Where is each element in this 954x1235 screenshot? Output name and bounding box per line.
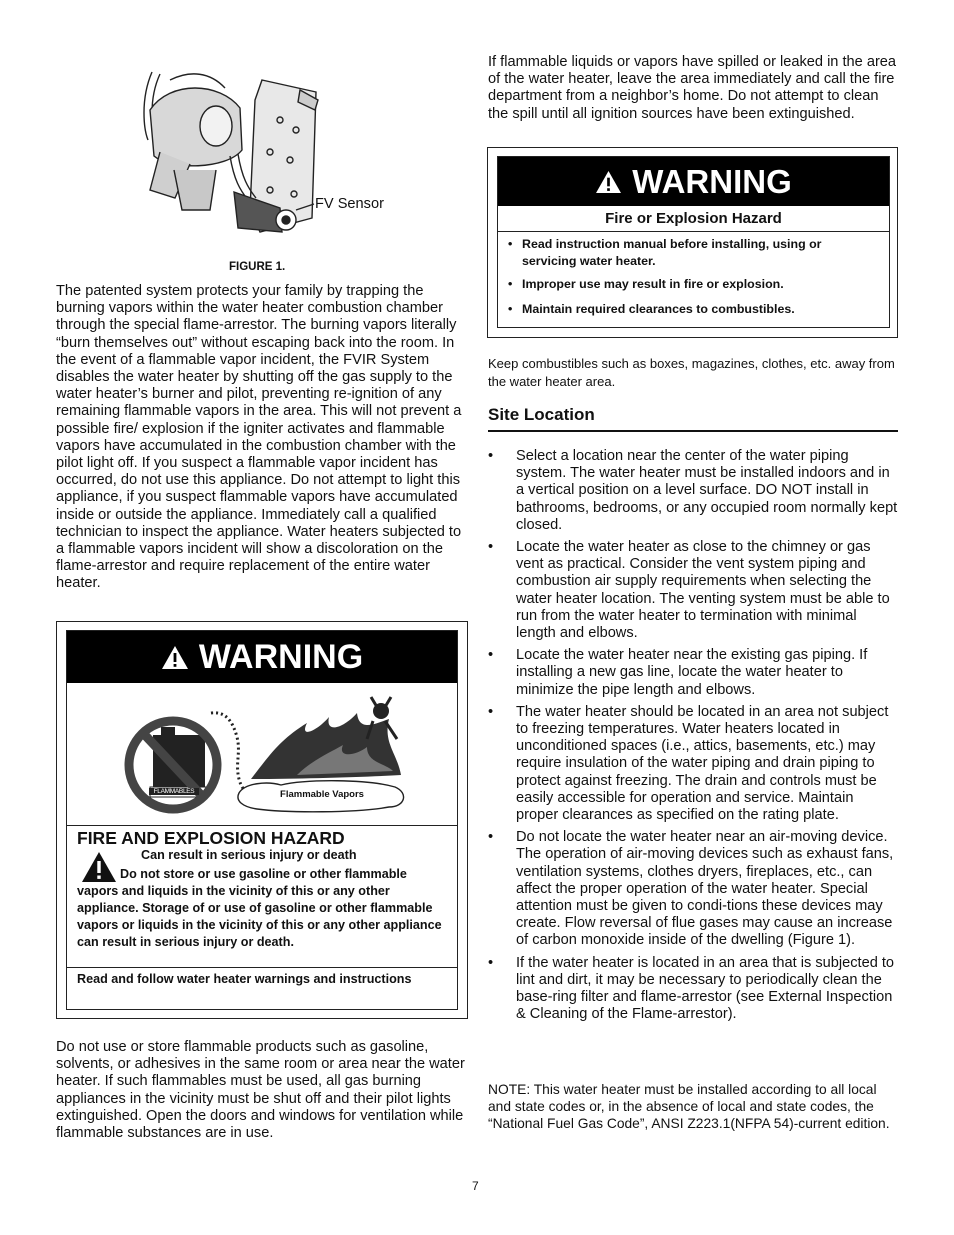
fire-warning-inner bbox=[497, 156, 890, 328]
vapors-label: Flammable Vapors bbox=[280, 789, 364, 800]
fire-warning-title: WARNING bbox=[632, 162, 792, 200]
hazard-body-text: Do not store or use gasoline or other flammable vapors and liquids in the vicinity of this or any other appliance. Storage of or use of gasoline or other flammable vapors or liquids in the vicinity of this or any other appliance can result in serious injury or death. bbox=[77, 867, 442, 950]
storage-paragraph: Do not use or store flammable products such as gasoline, solvents, or adhesives in the same room or area near the water heater. If such flammables must be used, all gas burning appliances in the vicinity must be shut off and their pilot lights extinguished. Open the doors and windows for ventilation while flammable substances are in use. bbox=[56, 1039, 465, 1142]
hazard-body bbox=[77, 866, 451, 951]
warning-banner bbox=[67, 631, 457, 683]
hazard-subhead: Can result in serious injury or death bbox=[141, 848, 357, 862]
site-item: • Do not locate the water heater near an air-moving device. The operation of air-moving devices such as exhaust fans, ventilation systems, clothes dryers, fireplaces, etc., can affect the proper operation of the water heater. Special attention must be given to condi-tions these devices may create. Flow reversal of flue gases may cause an increase of carbon monoxide inside of the dwelling (Figure 1). bbox=[488, 829, 898, 949]
warning-title: WARNING bbox=[198, 637, 364, 676]
site-location-heading: Site Location bbox=[488, 405, 595, 424]
fire-warning-bullets bbox=[498, 232, 889, 318]
fv-sensor-label: FV Sensor bbox=[315, 196, 384, 212]
no-flammables-icon bbox=[67, 683, 467, 825]
codes-note: NOTE: This water heater must be installed according to all local and state codes or, in the absence of local and state codes, the “National Fuel Gas Code”, ANSI Z223.1(NFPA 54)-current edition. bbox=[488, 1082, 890, 1132]
combustibles-note: Keep combustibles such as boxes, magazines, clothes, etc. away from the water heater area. bbox=[488, 356, 895, 389]
hazard-title: FIRE AND EXPLOSION HAZARD bbox=[77, 828, 345, 848]
fire-warning-bullet: • Improper use may result in fire or explosion. bbox=[508, 276, 879, 293]
fire-warning-box bbox=[487, 147, 898, 338]
fire-warning-bullet: • Read instruction manual before installing, using or servicing water heater. bbox=[508, 236, 879, 270]
site-item: • If the water heater is located in an area that is subjected to lint and dirt, it may be necessary to periodically clean the base-ring filter and flame-arrestor (see External Inspection & Cleaning of the Flame-arrestor). bbox=[488, 955, 898, 1024]
page-number: 7 bbox=[472, 1179, 479, 1193]
fire-warning-bullet: • Maintain required clearances to combustibles. bbox=[508, 301, 879, 318]
hazard-pictogram bbox=[67, 683, 457, 826]
site-item: • Locate the water heater near the existing gas piping. If installing a new gas line, locate the water heater to minimize the pipe length and elbows. bbox=[488, 647, 898, 699]
fvir-description: The patented system protects your family by trapping the burning vapors within the water heater combustion chamber through the special flame-arrestor. The burning vapors literally “burn themselves out” without escaping back into the room. In the event of a flammable vapor incident, the FVIR System disables the water heater by shutting off the gas supply to the water heater’s burner and pilot, preventing re-ignition of any remaining flammable vapors in the area. This will not prevent a possible fire/ explosion if the igniter activates and flammable vapors have accumulated in the combustion chamber with the pilot light off. If you suspect a flammable vapor incident has occurred, do not use this appliance. Do not attempt to light this appliance, if you suspect flammable vapors have accumulated inside or outside the appliance. Immediately call a qualified technician to inspect the appliance. Water heaters subjected to a flammable vapors incident will show a discoloration on the flame-arrestor and require replacement of the entire water heater. bbox=[56, 283, 462, 592]
fv-sensor-illustration bbox=[130, 60, 330, 250]
figure-1 bbox=[130, 60, 420, 260]
warning-triangle-icon bbox=[161, 645, 189, 670]
warning-footer: Read and follow water heater warnings and instructions bbox=[77, 972, 412, 986]
flammables-warning-box bbox=[56, 621, 468, 1019]
fire-hazard-label: Fire or Explosion Hazard bbox=[498, 206, 889, 232]
spill-paragraph: If flammable liquids or vapors have spilled or leaked in the area of the water heater, leave the area immediately and call the fire department from a neighbor’s home. Do not attempt to clean the spill until all ignition sources have been extinguished. bbox=[488, 54, 897, 122]
hazard-text-block bbox=[67, 826, 457, 968]
figure-caption: FIGURE 1. bbox=[229, 261, 286, 273]
site-item: • Locate the water heater as close to the chimney or gas vent as practical. Consider the vent system piping and combustion air supply requirements when selecting the water heater location. The venting system must be able to run from the water heater to termination with minimal length and elbows. bbox=[488, 539, 898, 642]
heading-rule bbox=[488, 430, 898, 432]
warning-triangle-icon bbox=[595, 170, 622, 194]
site-item: • Select a location near the center of the water piping system. The water heater must be installed indoors and in a vertical position on a level surface. DO NOT install in bathrooms, bedrooms, or any occupied room normally kept closed. bbox=[488, 448, 898, 534]
site-location-list bbox=[488, 448, 898, 1029]
flammables-warning-inner bbox=[66, 630, 458, 1010]
fire-warning-banner bbox=[498, 157, 889, 206]
site-item: • The water heater should be located in an area not subject to freezing temperatures. Water heaters located in unconditioned spaces (i.e., attics, basements, etc.) may require insulation of the water piping and drain piping to protect against freezing. The drain and controls must be easily accessible for operation and service. Maintain proper clearances as specified on the rating plate. bbox=[488, 704, 898, 824]
can-label: FLAMMABLES bbox=[149, 788, 199, 795]
